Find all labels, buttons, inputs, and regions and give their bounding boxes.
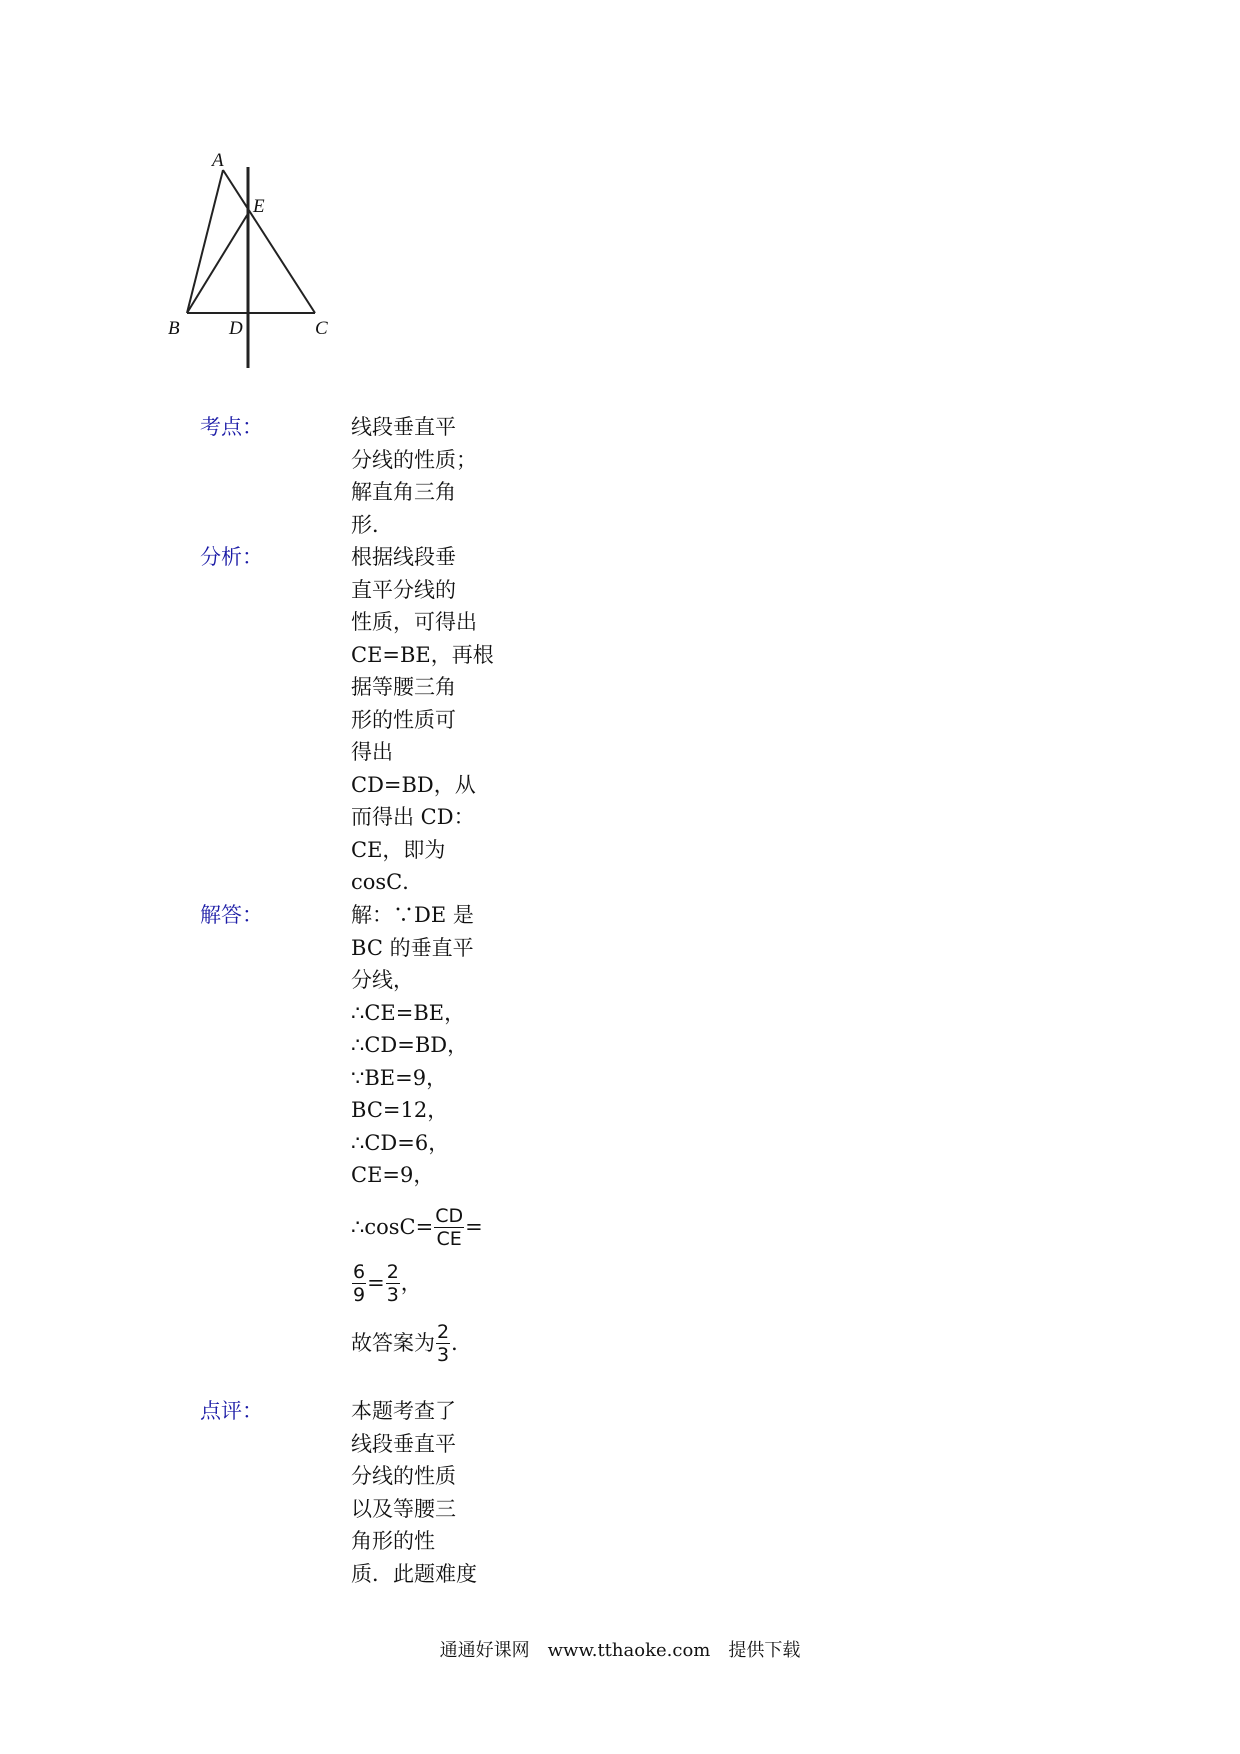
answer-line (351, 1316, 491, 1372)
fenxi-content (351, 541, 494, 899)
dianping-label: 点评： (200, 1399, 263, 1423)
jieda-label: 解答： (200, 903, 263, 927)
text-line: BC 的垂直平 (351, 935, 474, 960)
text-line: ∴CD=BD， (351, 1033, 469, 1057)
fraction-numerator: CD (435, 1205, 464, 1227)
segment-be (187, 212, 249, 313)
text-line: 角形的性 (351, 1529, 435, 1553)
fraction-denominator: 3 (386, 1284, 399, 1306)
triangle-figure (168, 150, 380, 380)
text-line: CD=BD，从 (351, 772, 476, 797)
answer-prefix: 故答案为 (351, 1331, 435, 1356)
fraction-numerator: 2 (437, 1321, 450, 1343)
fraction-numerator: 2 (386, 1261, 399, 1283)
fenxi-label: 分析： (200, 545, 263, 569)
text-line: 性质，可得出 (351, 610, 477, 634)
text-line: 据等腰三角 (351, 675, 456, 699)
text-line: 分线的性质； (351, 447, 477, 472)
answer-fraction (436, 1321, 450, 1366)
text-line: 根据线段垂 (351, 545, 456, 569)
cos-equation-line (351, 1200, 491, 1256)
label-b: B (168, 318, 180, 339)
text-line: 而得出 CD： (351, 805, 475, 829)
fraction-6-9 (352, 1261, 366, 1306)
fraction-cd-ce (434, 1205, 464, 1250)
kaodian-label: 考点： (200, 415, 263, 439)
text-line: 形的性质可 (351, 707, 456, 732)
text-line: ∴CD=6， (351, 1130, 450, 1155)
text-line: 线段垂直平 (351, 415, 456, 439)
text-line: CE，即为 (351, 837, 446, 862)
text-line: 分线的性质 (351, 1464, 456, 1488)
text-line: 解直角三角 (351, 480, 456, 504)
text-line: BC=12， (351, 1098, 449, 1122)
label-a: A (212, 150, 224, 171)
label-c: C (315, 318, 328, 339)
fraction-2-3 (386, 1261, 400, 1306)
segment-ac (223, 170, 315, 313)
dianping-content (351, 1395, 491, 1590)
equals-sign: = (367, 1271, 385, 1296)
text-line: 分线， (351, 968, 414, 992)
text-line: 以及等腰三 (351, 1496, 456, 1521)
fraction-denominator: CE (436, 1228, 462, 1250)
segment-ab (187, 170, 223, 313)
text-line: ∵BE=9， (351, 1065, 448, 1090)
text-line: 直平分线的 (351, 577, 456, 602)
text-line: CE=BE，再根 (351, 642, 494, 667)
label-e: E (253, 196, 265, 217)
fraction-denominator: 3 (437, 1344, 450, 1366)
text-line: 得出 (351, 740, 393, 764)
fraction-value-line (351, 1256, 491, 1312)
cos-prefix: ∴cosC= (351, 1215, 434, 1240)
text-line: 解：∵DE 是 (351, 903, 474, 927)
text-line: 形． (351, 512, 393, 537)
fraction-denominator: 9 (353, 1284, 366, 1306)
equals-sign: = (465, 1215, 483, 1240)
period: ． (451, 1331, 473, 1356)
text-line: cosC． (351, 870, 424, 894)
comma: ， (400, 1271, 422, 1296)
text-line: 质．此题难度 (351, 1561, 477, 1586)
text-line: CE=9， (351, 1163, 435, 1187)
text-line: 线段垂直平 (351, 1431, 456, 1456)
jieda-content (351, 899, 491, 1372)
text-line: 本题考查了 (351, 1399, 456, 1423)
kaodian-content (351, 411, 491, 541)
text-line: ∴CE=BE， (351, 1000, 466, 1025)
fraction-numerator: 6 (353, 1261, 366, 1283)
page-footer: 通通好课网 www.tthaoke.com 提供下载 (439, 1640, 801, 1661)
label-d: D (229, 318, 243, 339)
